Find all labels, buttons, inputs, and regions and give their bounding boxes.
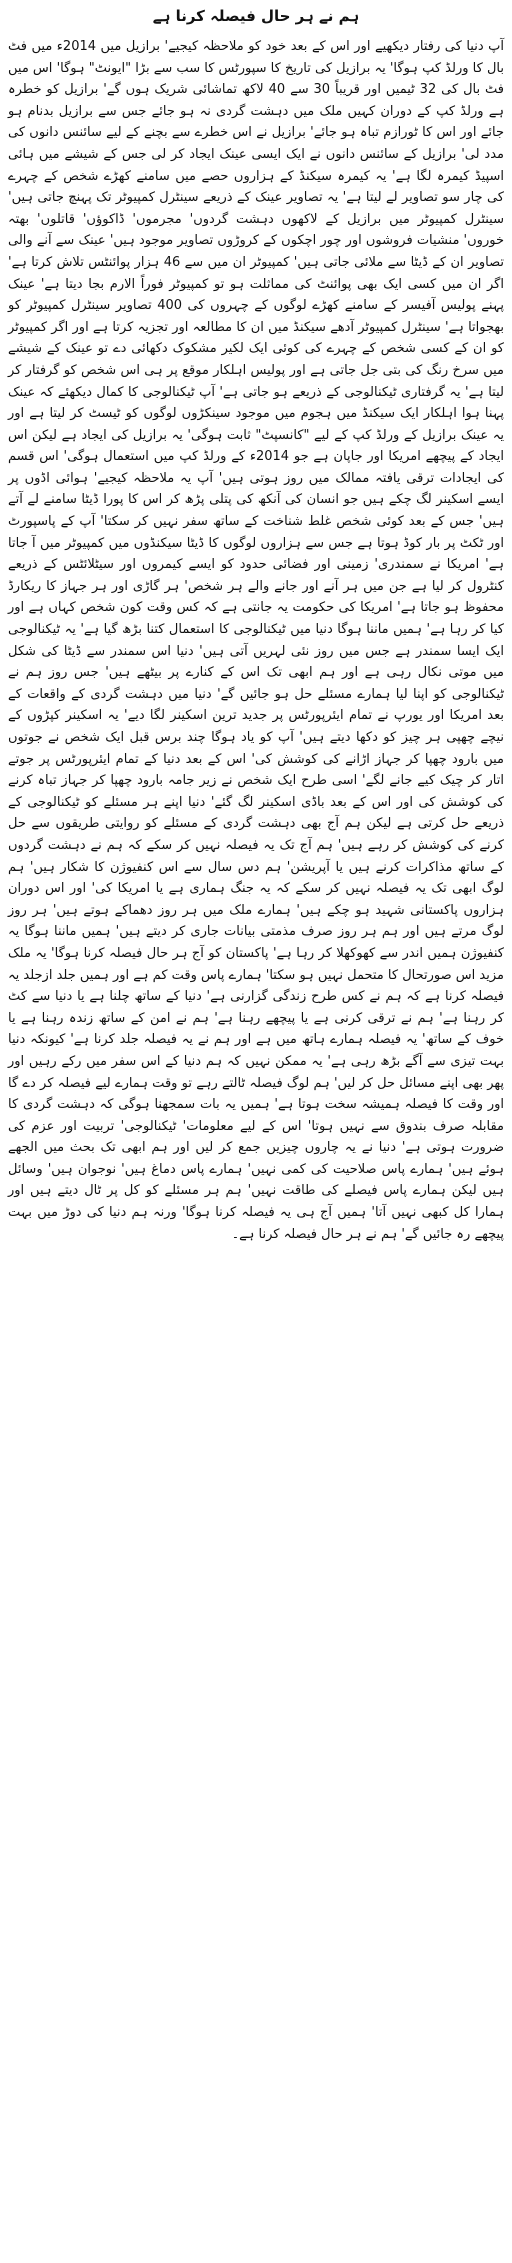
article-headline: ہم نے ہر حال فیصلہ کرنا ہے: [152, 7, 360, 25]
article-body: آپ دنیا کی رفتار دیکھیے اور اس کے بعد خود کو ملاحظہ کیجیے' برازیل میں 2014ء میں فٹ بال کا ورلڈ کپ ہوگا' یہ برازیل کی تاریخ کا سپورٹس کا سب سے بڑا "ایونٹ" ہوگا' اس میں فٹ بال کی 32 ٹیمیں اور قریباً 30 سے 40 لاکھ تماشائی شریک ہوں گے' برازیل کو خطرہ ہے ورلڈ کپ کے دوران کہیں ملک میں دہشت گردی نہ ہو جائے جس سے برازیل بدنام ہو جائے اور اس کا ٹورازم تباہ ہو جائے' برازیل نے اس خطرے سے بچنے کے لیے سائنس دانوں کی مدد لی' برازیل کے سائنس دانوں نے ایک ایسی عینک ایجاد کر لی جس کے شیشے میں ہائی اسپیڈ کیمرہ لگا ہے' یہ کیمرہ سیکنڈ کے ہزاروں حصے میں سامنے کھڑے شخص کے چہرے کی چار سو تصاویر لے لیتا ہے' یہ تصاویر عینک کے ذریعے سینٹرل کمپیوٹر تک پہنچ جاتی ہیں' سینٹرل کمپیوٹر میں برازیل کے لاکھوں دہشت گردوں' مجرموں' ڈاکوؤں' قاتلوں' بھتہ خوروں' منشیات فروشوں اور چور اچکوں کے کروڑوں تصاویر موجود ہیں' عینک سے آنے والی تصاویر ان کے ڈیٹا سے ملائی جاتی ہیں' کمپیوٹر ان میں سے 46 ہزار پوائنٹس تلاش کرتا ہے' اگر ان میں کسی ایک بھی پوائنٹ کی مماثلت ہو تو کمپیوٹر فوراً الارم بجا دیتا ہے' عینک پہنے پولیس آفیسر کے سامنے کھڑے لوگوں کے چہروں کی 400 تصاویر سینٹرل کمپیوٹر کو بھجواتا ہے' سینٹرل کمپیوٹر آدھے سیکنڈ میں ان کا مطالعہ اور تجزیہ کرتا ہے اور اگر کمپیوٹر کو ان کے کسی شخص کے چہرے کی کوئی ایک لکیر مشکوک دکھائی دے تو عینک کے شیشے میں سرخ رنگ کی بتی جل جاتی ہے اور پولیس اہلکار موقع پر ہی اس شخص کو گرفتار کر لیتا ہے' یہ گرفتاری ٹیکنالوجی کے ذریعے ہو جاتی ہے' آپ ٹیکنالوجی کا کمال دیکھئے کہ عینک پہنا ہوا اہلکار ایک سیکنڈ میں ہجوم میں موجود سینکڑوں لوگوں کو ٹیسٹ کر لیتا ہے اور یہ عینک برازیل کے ورلڈ کپ کے لیے "کانسپٹ" ثابت ہوگی' یہ برازیل کی ایجاد ہے لیکن اس ایجاد کے پیچھے امریکا اور جاپان ہے جو 2014ء کے ورلڈ کپ میں استعمال ہوگی' اس قسم کی ایجادات ترقی یافتہ ممالک میں روز ہوتی ہیں' آپ یہ ملاحظہ کیجیے' ہوائی اڈوں پر ایسے اسکینر لگ چکے ہیں جو انسان کی آنکھ کی پتلی پڑھ کر اس کا پورا ڈیٹا سامنے لے آتے ہیں' جس کے بعد کوئی شخص غلط شناخت کے ساتھ سفر نہیں کر سکتا' آپ کے پاسپورٹ اور ٹکٹ پر بار کوڈ ہوتا ہے جس سے ہزاروں لوگوں کا ڈیٹا سیکنڈوں میں کمپیوٹر میں آ جاتا ہے' امریکا نے سمندری' زمینی اور فضائی حدود کو ایسے کیمروں اور سیٹلائٹس کے ذریعے کنٹرول کر لیا ہے جن میں ہر آنے اور جانے والے ہر شخص' ہر گاڑی اور ہر جہاز کا ریکارڈ محفوظ ہو جاتا ہے' امریکا کی حکومت یہ جانتی ہے کہ کس وقت کون شخص کہاں ہے اور کیا کر رہا ہے' ہمیں ماننا ہوگا دنیا میں ٹیکنالوجی کا استعمال کتنا بڑھ گیا ہے' یہ ٹیکنالوجی ایک ایسا سمندر ہے جس میں روز نئی لہریں آتی ہیں' دنیا اس سمندر سے ڈیٹا کی شکل میں موتی نکال رہی ہے اور ہم ابھی تک اس کے کنارے پر بیٹھے ہیں' جس روز ہم نے ٹیکنالوجی کو اپنا لیا ہمارے مسئلے حل ہو جائیں گے' دنیا میں دہشت گردی کے واقعات کے بعد امریکا اور یورپ نے تمام ایئرپورٹس پر جدید ترین اسکینر لگا دیے' یہ اسکینر کپڑوں کے نیچے چھپی ہر چیز کو دکھا دیتے ہیں' آپ کو یاد ہوگا چند برس قبل ایک شخص نے جوتوں میں بارود چھپا کر جہاز اڑانے کی کوشش کی' اس کے بعد دنیا کے تمام ایئرپورٹس پر جوتے اتار کر چیک کیے جانے لگے' اسی طرح ایک شخص نے زیر جامہ بارود چھپا کر جہاز تباہ کرنے کی کوشش کی اور اس کے بعد باڈی اسکینر لگ گئے' دنیا اپنے ہر مسئلے کو ٹیکنالوجی کے ذریعے حل کرتی ہے لیکن ہم آج بھی دہشت گردی کے مسئلے کو روایتی طریقوں سے حل کرنے کی کوشش کر رہے ہیں' ہم آج تک یہ فیصلہ نہیں کر سکے کہ ہم نے دہشت گردوں کے ساتھ مذاکرات کرنے ہیں یا آپریشن' ہم دس سال سے اس کنفیوژن کا شکار ہیں' ہم لوگ ابھی تک یہ فیصلہ نہیں کر سکے کہ یہ جنگ ہماری ہے یا امریکا کی' اور اس دوران ہزاروں پاکستانی شہید ہو چکے ہیں' ہمارے ملک میں ہر روز دھماکے ہوتے ہیں' ہر روز لوگ مرتے ہیں اور ہم ہر روز صرف مذمتی بیانات جاری کر دیتے ہیں' ہمیں ماننا ہوگا یہ کنفیوژن ہمیں اندر سے کھوکھلا کر رہا ہے' پاکستان کو آج ہر حال فیصلہ کرنا ہوگا' یہ ملک مزید اس صورتحال کا متحمل نہیں ہو سکتا' ہمارے پاس وقت کم ہے اور ہمیں جلد ازجلد یہ فیصلہ کرنا ہے کہ ہم نے کس طرح زندگی گزارنی ہے' دنیا کے ساتھ چلنا ہے یا دنیا سے کٹ کر رہنا ہے' ہم نے ترقی کرنی ہے یا پیچھے رہنا ہے' ہم نے امن کے ساتھ زندہ رہنا ہے یا خوف کے ساتھ' یہ فیصلہ ہمارے ہاتھ میں ہے اور ہم نے یہ فیصلہ جلد کرنا ہے' کیونکہ دنیا بہت تیزی سے آگے بڑھ رہی ہے' یہ ممکن نہیں کہ ہم دنیا کے اس سفر میں رکے رہیں اور پھر بھی اپنے مسائل حل کر لیں' ہم لوگ فیصلہ ٹالتے رہے تو وقت ہمارے لیے فیصلہ کر دے گا اور وقت کا فیصلہ ہمیشہ سخت ہوتا ہے' ہمیں یہ بات سمجھنا ہوگی کہ دہشت گردی کا مقابلہ صرف بندوق سے نہیں ہوتا' اس کے لیے معلومات' ٹیکنالوجی' تربیت اور عزم کی ضرورت ہوتی ہے' دنیا نے یہ چاروں چیزیں جمع کر لیں اور ہم ابھی تک بحث میں الجھے ہوئے ہیں' ہمارے پاس صلاحیت کی کمی نہیں' ہمارے پاس دماغ ہیں' نوجوان ہیں' وسائل ہیں لیکن ہمارے پاس فیصلے کی طاقت نہیں' ہم ہر مسئلے کو کل پر ٹال دیتے ہیں اور ہمارا کل کبھی نہیں آتا' ہمیں آج ہی یہ فیصلہ کرنا ہوگا' ورنہ ہم دنیا کی دوڑ میں بہت پیچھے رہ جائیں گے' ہم نے ہر حال فیصلہ کرنا ہے۔: [8, 39, 504, 1242]
